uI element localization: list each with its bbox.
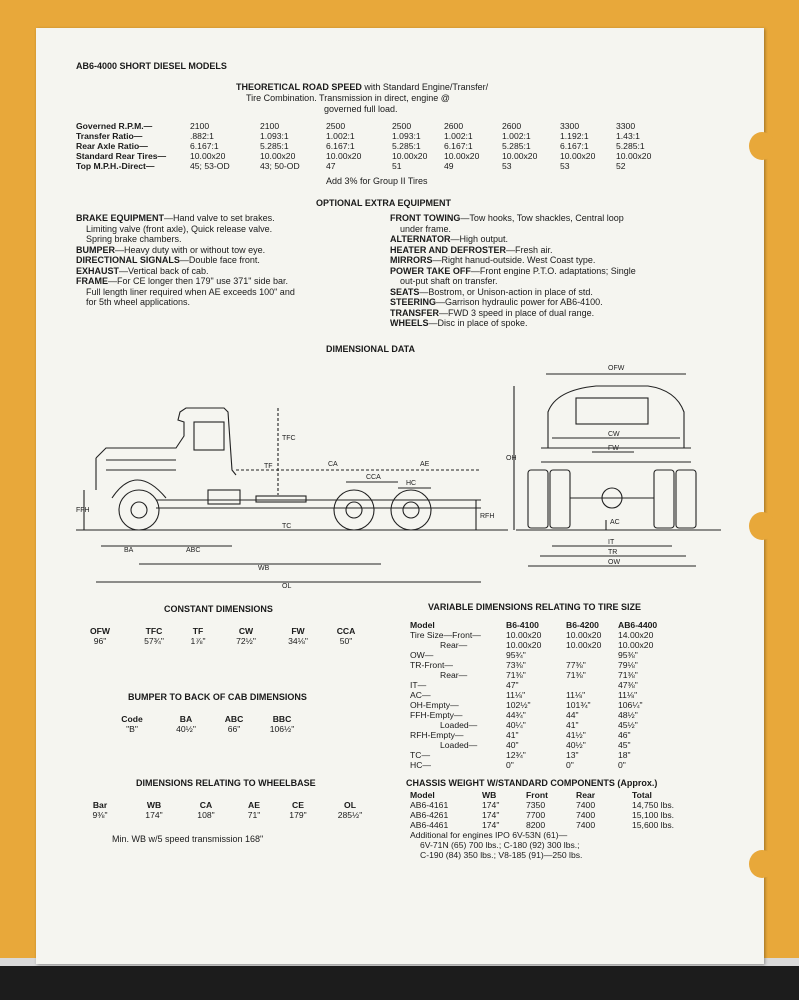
table-cell: AB6-4461 (410, 820, 449, 830)
label-hc: HC (406, 480, 417, 487)
table-cell: 44¾" (506, 710, 526, 720)
speed-cell: 2600 (444, 121, 464, 131)
column-value: 285½" (337, 810, 363, 820)
row-label: TC— (410, 750, 431, 760)
label-ffh: FFH (76, 507, 90, 514)
row-label: Top M.P.H.-Direct— (76, 161, 155, 171)
table-cell: 7400 (576, 810, 596, 820)
column-value: "B" (126, 724, 138, 734)
label-ac: AC (610, 519, 620, 526)
row-label: Rear— (440, 640, 468, 650)
equipment-item (76, 234, 386, 245)
table-cell: AB6-4261 (410, 810, 449, 820)
speed-cell: 53 (560, 161, 570, 171)
row-label: Loaded— (440, 720, 478, 730)
speed-cell: 1.093:1 (392, 131, 421, 141)
equipment-text: —Hand valve to set brakes. (164, 213, 275, 223)
speed-cell: 5.285:1 (260, 141, 289, 151)
speed-cell: 1.002:1 (502, 131, 531, 141)
equipment-item (390, 266, 720, 277)
table-cell: 40" (506, 740, 519, 750)
label-tfc: TFC (282, 435, 296, 442)
column-value: 40½" (176, 724, 196, 734)
equipment-item (76, 266, 386, 277)
table-cell: 10.00x20 (566, 630, 602, 640)
model-header: Model (410, 620, 435, 630)
speed-cell: 10.00x20 (616, 151, 652, 161)
equipment-item (76, 213, 386, 224)
speed-cell: 43; 50-OD (260, 161, 300, 171)
weight-note: C-190 (84) 350 lbs.; V8-185 (91)—250 lbs. (420, 850, 583, 860)
road-speed-heading-line3: governed full load. (324, 104, 398, 114)
equipment-text: —High output. (450, 234, 509, 244)
table-cell: 11⅛" (506, 690, 526, 700)
label-ca: CA (328, 461, 338, 468)
wheelbase-heading: DIMENSIONS RELATING TO WHEELBASE (136, 778, 316, 788)
row-label: RFH-Empty— (410, 730, 464, 740)
column-header: CW (238, 626, 254, 636)
table-cell: 41" (566, 720, 579, 730)
column-header: WB (482, 790, 497, 800)
equipment-text: —Tow hooks, Tow shackles, Central loop (460, 213, 624, 223)
table-cell: 79⅛" (618, 660, 638, 670)
speed-cell: 51 (392, 161, 402, 171)
equipment-item (390, 224, 720, 235)
equipment-term: MIRRORS (390, 255, 433, 265)
speed-cell: 1.002:1 (326, 131, 355, 141)
row-label: Loaded— (440, 740, 478, 750)
speed-cell: 6.167:1 (560, 141, 589, 151)
equipment-text: —Heavy duty with or without tow eye. (115, 244, 266, 255)
table-cell: 71⅜" (506, 670, 526, 680)
equipment-text: —Disc in place of spoke. (428, 318, 528, 328)
equipment-text: under frame. (400, 223, 452, 234)
equipment-term: TRANSFER (390, 307, 439, 318)
speed-cell: 2500 (326, 121, 346, 131)
table-cell: 95⅜" (618, 650, 638, 660)
table-cell: 0" (618, 760, 626, 770)
label-tf: TF (264, 463, 273, 470)
table-cell: 10.00x20 (506, 630, 542, 640)
column-header: Code (121, 714, 143, 724)
column-value: 174" (145, 810, 163, 820)
speed-cell: 5.285:1 (502, 141, 531, 151)
table-cell: 7400 (576, 800, 596, 810)
brochure-page (36, 28, 764, 964)
table-cell: 0" (566, 760, 574, 770)
optional-equipment-heading: OPTIONAL EXTRA EQUIPMENT (316, 198, 452, 208)
row-label: FFH-Empty— (410, 710, 463, 720)
column-header: BBC (272, 714, 292, 724)
table-cell: AB6-4161 (410, 800, 449, 810)
table-cell: 44" (566, 710, 579, 720)
table-cell: 15,100 lbs. (632, 810, 675, 820)
row-label: OW— (410, 650, 434, 660)
speed-cell: 6.167:1 (190, 141, 219, 151)
chassis-weight-heading: CHASSIS WEIGHT W/STANDARD COMPONENTS (Approx.) (406, 778, 658, 788)
speed-cell: 10.00x20 (392, 151, 428, 161)
equipment-item (76, 287, 386, 298)
column-header: FW (291, 626, 305, 636)
equipment-term: STEERING (390, 297, 437, 307)
row-label: OH-Empty— (410, 700, 459, 710)
equipment-item (390, 234, 720, 245)
equipment-term: ALTERNATOR (390, 234, 451, 244)
table-cell: 41½" (566, 730, 586, 740)
label-it: IT (608, 539, 615, 546)
row-label: AC— (410, 690, 431, 700)
dimensional-data-heading: DIMENSIONAL DATA (326, 344, 415, 354)
speed-cell: 10.00x20 (444, 151, 480, 161)
table-cell: 174" (482, 810, 500, 820)
label-wb: WB (258, 565, 270, 572)
equipment-text: —Right hanud-outside. West Coast type. (432, 255, 596, 265)
column-header: TF (192, 626, 204, 636)
row-label: Governed R.P.M.— (76, 121, 153, 131)
speed-cell: 47 (326, 161, 336, 171)
equipment-item (390, 213, 720, 224)
equipment-text: —For CE longer then 179" use 371" side bar. (108, 276, 288, 286)
column-header: TFC (145, 626, 163, 636)
column-value: 66" (227, 724, 241, 734)
speed-cell: 5.285:1 (392, 141, 421, 151)
equipment-text: —Bostrom, or Unison-action in place of std. (419, 286, 593, 297)
speed-cell: 10.00x20 (502, 151, 538, 161)
equipment-item (76, 276, 386, 287)
optional-equipment-right (390, 213, 720, 329)
speed-cell: 10.00x20 (326, 151, 362, 161)
label-oh: OH (506, 455, 517, 462)
table-cell: 48½" (618, 710, 638, 720)
column-header: CE (292, 800, 304, 810)
column-value: 96" (93, 636, 107, 646)
label-fw: FW (608, 445, 619, 452)
label-ofw: OFW (608, 365, 625, 372)
table-cell: 15,600 lbs. (632, 820, 675, 830)
row-label: Tire Size—Front— (410, 630, 481, 640)
equipment-item (390, 297, 720, 308)
speed-cell: 2100 (190, 121, 210, 131)
row-label: TR-Front— (410, 660, 453, 670)
table-cell: 0" (506, 760, 514, 770)
binder-hole (749, 850, 775, 878)
column-header: OL (344, 800, 356, 810)
equipment-item (390, 245, 720, 256)
equipment-item (390, 318, 720, 329)
equipment-text: out-put shaft on transfer. (400, 276, 498, 286)
table-cell: 73⅜" (506, 660, 526, 670)
column-value: 108" (197, 810, 215, 820)
column-value: 72½" (236, 636, 256, 646)
equipment-text: —Double face front. (179, 255, 260, 265)
column-header: ABC (224, 714, 244, 724)
equipment-item (390, 287, 720, 298)
column-header: Rear (576, 790, 596, 800)
label-ba: BA (124, 547, 134, 554)
speed-cell: 1.093:1 (260, 131, 289, 141)
speed-cell: 6.167:1 (444, 141, 473, 151)
column-value: 106½" (269, 724, 295, 734)
table-cell: 77⅜" (566, 660, 586, 670)
row-label: Standard Rear Tires— (76, 151, 167, 161)
binder-hole (749, 132, 775, 160)
road-speed-heading-line2: Tire Combination. Transmission in direct, engine @ (246, 93, 450, 103)
speed-cell: 1.43:1 (616, 131, 640, 141)
column-header: Bar (92, 800, 108, 810)
label-ow: OW (608, 559, 621, 566)
speed-cell: 10.00x20 (260, 151, 296, 161)
table-cell: 40½" (566, 740, 586, 750)
table-cell: 71⅜" (566, 670, 586, 680)
equipment-text: —FWD 3 speed in place of dual range. (439, 307, 595, 318)
model-header: B6-4200 (566, 620, 599, 630)
speed-cell: 45; 53-OD (190, 161, 230, 171)
table-cell: 13" (566, 750, 579, 760)
column-header: CCA (336, 626, 356, 636)
table-cell: 14,750 lbs. (632, 800, 675, 810)
speed-cell: 2500 (392, 121, 412, 131)
model-header: AB6-4400 (618, 620, 658, 630)
column-value: 9⅜" (92, 810, 108, 820)
variable-dimensions-heading: VARIABLE DIMENSIONS RELATING TO TIRE SIZE (428, 602, 642, 612)
table-cell: 174" (482, 800, 500, 810)
equipment-text: —Garrison hydraulic power for AB6-4100. (436, 297, 603, 307)
equipment-item (390, 255, 720, 266)
equipment-term: FRAME (76, 276, 108, 286)
optional-equipment-left (76, 213, 386, 308)
table-cell: 47⅜" (618, 680, 638, 690)
row-label: Rear— (440, 670, 468, 680)
column-header: WB (146, 800, 162, 810)
table-cell: 7400 (576, 820, 596, 830)
table-cell: 10.00x20 (566, 640, 602, 650)
label-tc: TC (282, 523, 292, 530)
group-ii-note: Add 3% for Group II Tires (326, 176, 428, 186)
table-cell: 71⅜" (618, 670, 638, 680)
table-cell: 11⅛" (566, 690, 586, 700)
equipment-text: Spring brake chambers. (86, 234, 182, 244)
equipment-text: Full length liner required when AE exceeds 100" and (86, 286, 295, 297)
speed-cell: 1.192:1 (560, 131, 589, 141)
table-cell: 106¼" (618, 700, 643, 710)
speed-cell: 10.00x20 (190, 151, 226, 161)
row-label: Transfer Ratio— (76, 131, 143, 141)
column-header: Total (632, 790, 652, 800)
table-cell: 18" (618, 750, 631, 760)
table-cell: 41" (506, 730, 519, 740)
speed-cell: 3300 (560, 121, 580, 131)
table-cell: 47" (506, 680, 519, 690)
speed-cell: 49 (444, 161, 454, 171)
equipment-item (76, 255, 386, 266)
weight-note: Additional for engines IPO 6V-53N (61)— (410, 830, 568, 840)
equipment-text: —Fresh air. (506, 244, 553, 255)
row-label: HC— (410, 760, 432, 770)
equipment-text: Limiting valve (front axle), Quick release valve. (86, 223, 273, 234)
column-header: BA (179, 714, 193, 724)
equipment-item (76, 297, 386, 308)
weight-note: 6V-71N (65) 700 lbs.; C-180 (92) 300 lbs.; (420, 840, 580, 850)
road-speed-title-rest: with Standard Engine/Transfer/ (361, 82, 489, 92)
equipment-text: —Vertical back of cab. (119, 265, 209, 276)
equipment-term: WHEELS (390, 318, 429, 328)
column-value: 1⅞" (190, 636, 206, 646)
table-cell: 95¾" (506, 650, 526, 660)
table-cell: 102½" (506, 700, 531, 710)
truck-dimension-diagram (36, 350, 764, 600)
speed-cell: 52 (616, 161, 626, 171)
table-cell: 10.00x20 (618, 640, 654, 650)
label-cw: CW (608, 431, 620, 438)
speed-cell: 5.285:1 (616, 141, 645, 151)
equipment-item (390, 308, 720, 319)
speed-cell: 53 (502, 161, 512, 171)
table-cell: 174" (482, 820, 500, 830)
model-header: B6-4100 (506, 620, 539, 630)
label-tr: TR (608, 549, 618, 556)
column-header: Model (410, 790, 435, 800)
constant-dimensions-heading: CONSTANT DIMENSIONS (164, 604, 273, 614)
column-value: 50" (339, 636, 353, 646)
speed-cell: 3300 (616, 121, 636, 131)
table-cell: 11⅛" (618, 690, 638, 700)
row-label: Rear Axle Ratio— (76, 141, 148, 151)
label-ae: AE (420, 461, 430, 468)
wheelbase-note: Min. WB w/5 speed transmission 168" (112, 834, 264, 844)
equipment-term: SEATS (390, 286, 420, 297)
bumper-cab-heading: BUMPER TO BACK OF CAB DIMENSIONS (128, 692, 307, 702)
road-speed-title: THEORETICAL ROAD SPEED (236, 82, 362, 92)
label-rfh: RFH (480, 513, 495, 520)
equipment-term: BRAKE EQUIPMENT (76, 213, 165, 223)
column-header: OFW (89, 626, 111, 636)
equipment-item (390, 276, 720, 287)
table-cell: 40¼" (506, 720, 526, 730)
page-title: AB6-4000 SHORT DIESEL MODELS (76, 61, 227, 71)
column-header: Front (526, 790, 548, 800)
column-value: 179" (289, 810, 307, 820)
table-cell: 45½" (618, 720, 638, 730)
equipment-term: EXHAUST (76, 265, 120, 276)
equipment-item (76, 245, 386, 256)
table-cell: 7700 (526, 810, 546, 820)
speed-cell: 1.002:1 (444, 131, 473, 141)
speed-cell: .882:1 (190, 131, 214, 141)
table-cell: 45" (618, 740, 631, 750)
equipment-text: —Front engine P.T.O. adaptations; Single (470, 265, 636, 276)
table-cell: 7350 (526, 800, 546, 810)
equipment-item (76, 224, 386, 235)
road-speed-heading (236, 82, 488, 93)
label-ol: OL (282, 583, 292, 590)
label-abc: ABC (186, 547, 201, 554)
equipment-term: FRONT TOWING (390, 213, 461, 223)
speed-cell: 10.00x20 (560, 151, 596, 161)
column-value: 71" (247, 810, 261, 820)
column-value: 57¾" (144, 636, 164, 646)
equipment-term: DIRECTIONAL SIGNALS (76, 255, 180, 265)
table-cell: 101¾" (566, 700, 591, 710)
speed-cell: 2100 (260, 121, 280, 131)
equipment-term: POWER TAKE OFF (390, 265, 471, 276)
speed-cell: 2600 (502, 121, 522, 131)
table-cell: 12¾" (506, 750, 526, 760)
label-cca: CCA (366, 474, 381, 481)
equipment-term: BUMPER (76, 244, 116, 255)
table-cell: 10.00x20 (506, 640, 542, 650)
column-value: 34⅛" (288, 636, 308, 646)
column-header: CA (199, 800, 213, 810)
equipment-text: for 5th wheel applications. (86, 297, 191, 307)
row-label: IT— (410, 680, 427, 690)
table-cell: 46" (618, 730, 631, 740)
table-cell: 14.00x20 (618, 630, 654, 640)
column-header: AE (248, 800, 260, 810)
table-cell: 8200 (526, 820, 546, 830)
equipment-term: HEATER AND DEFROSTER (390, 244, 507, 255)
speed-cell: 6.167:1 (326, 141, 355, 151)
